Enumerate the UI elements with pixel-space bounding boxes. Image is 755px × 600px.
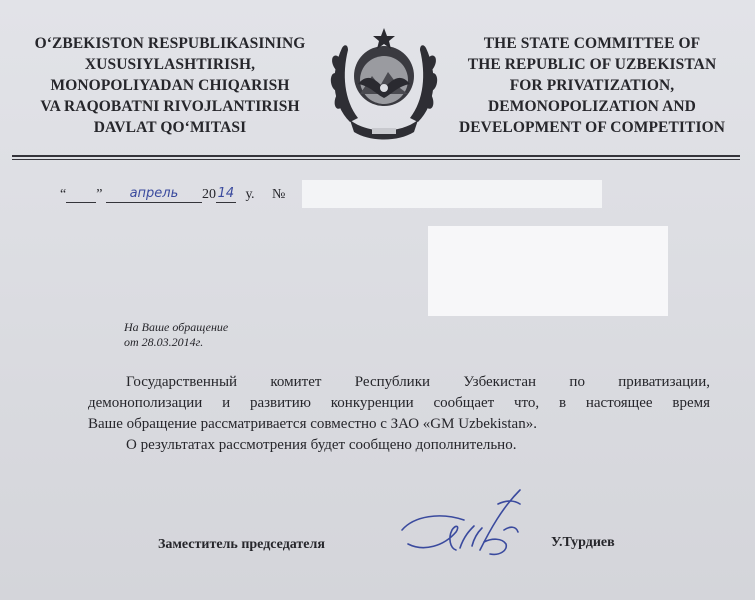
header-uzbek (12, 33, 328, 138)
letter-body (88, 372, 710, 456)
header-divider-thin (12, 159, 740, 160)
year-suffix: у. (245, 187, 255, 202)
month-field (106, 184, 202, 203)
header-uzbek-line: DAVLAT QO‘MITASI (93, 119, 247, 136)
number-sign: № (272, 187, 286, 202)
header-english-line: FOR PRIVATIZATION, (509, 77, 675, 94)
body-paragraph-line: демонополизации и развитию конкуренции сообщает что, в настоящее время (88, 395, 710, 411)
header-uzbek-line: O‘ZBEKISTON RESPUBLIKASINING (34, 35, 306, 52)
year-field (216, 184, 236, 203)
signatory-name: У.Турдиев (551, 535, 615, 550)
body-paragraph-line: Государственный комитет Республики Узбекистан по приватизации, (126, 374, 710, 390)
reference-date: от 28.03.2014г. (124, 335, 204, 349)
redacted-number-area (302, 180, 602, 208)
reference-block (124, 320, 228, 350)
reference-line: На Ваше обращение (124, 320, 229, 334)
handwritten-signature-icon (394, 486, 544, 566)
header-english-line: DEMONOPOLIZATION AND (488, 98, 696, 115)
header-english-line: THE REPUBLIC OF UZBEKISTAN (467, 56, 717, 73)
day-blank (66, 184, 96, 203)
header-uzbek-line: VA RAQOBATNI RIVOJLANTIRISH (40, 98, 300, 115)
header-english (442, 33, 742, 138)
body-paragraph: О результатах рассмотрения будет сообщено дополнительно. (126, 437, 517, 453)
year-prefix: 20 (201, 187, 216, 202)
month-handwritten: апрель (129, 186, 179, 201)
close-quote: ” (96, 187, 103, 202)
redacted-addressee-area (428, 226, 668, 316)
dateline (60, 184, 285, 208)
body-paragraph-line: Ваше обращение рассматривается совместно с ЗАО «GM Uzbekistan». (88, 416, 537, 432)
header-uzbek-line: XUSUSIYLASHTIRISH, (84, 56, 256, 73)
signatory-title: Заместитель председателя (158, 537, 325, 552)
header-english-line: DEVELOPMENT OF COMPETITION (458, 119, 726, 136)
open-quote: “ (60, 187, 67, 202)
state-emblem-icon (328, 24, 440, 146)
year-handwritten: 14 (217, 186, 235, 201)
header-english-line: THE STATE COMMITTEE OF (483, 35, 701, 52)
header-uzbek-line: MONOPOLIYADAN CHIQARISH (50, 77, 290, 94)
header-divider (12, 155, 740, 157)
